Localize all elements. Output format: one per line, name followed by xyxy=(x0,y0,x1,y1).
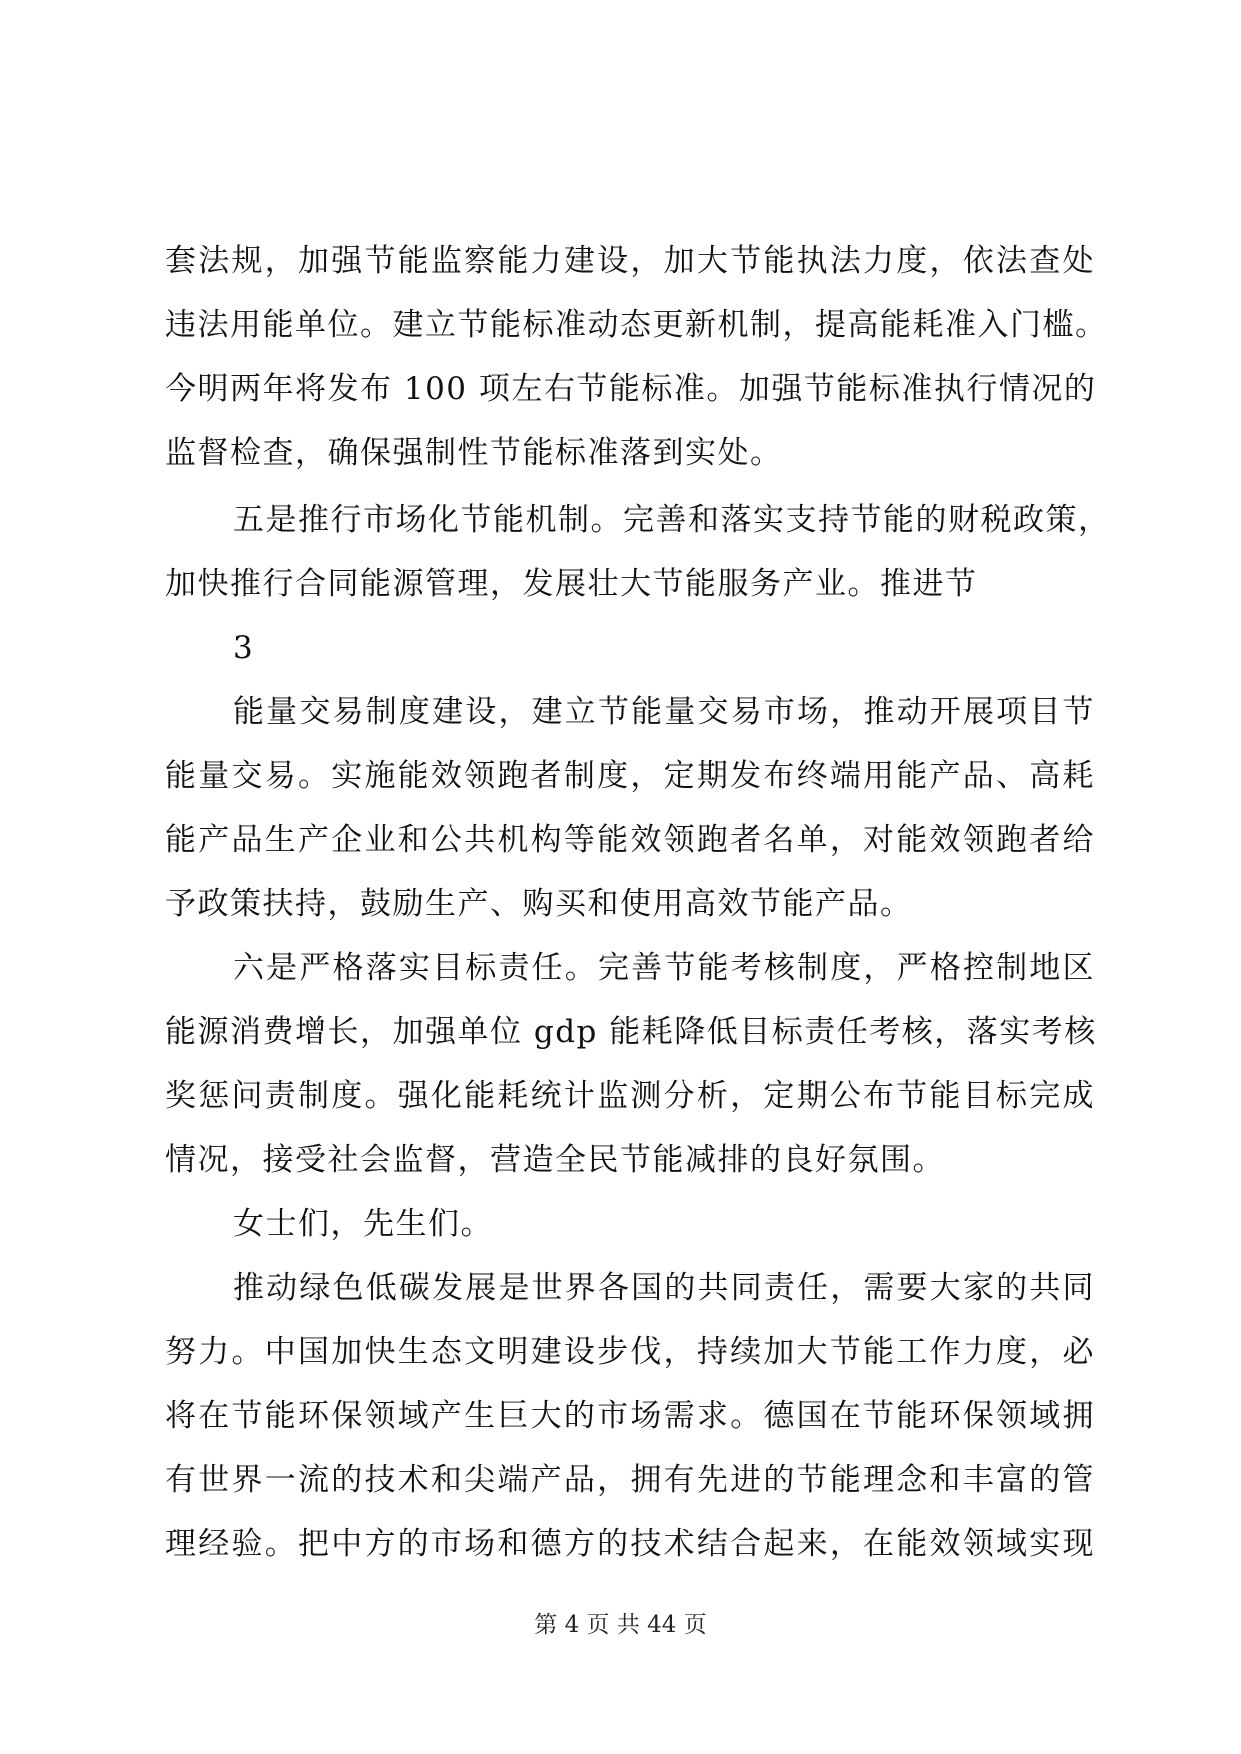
paragraph-first-line: 五是推行市场化节能机制。完善和落实支持节能的财税政策， xyxy=(233,502,1111,538)
body-line: 努力。中国加快生态文明建设步伐，持续加大节能工作力度，必 xyxy=(165,1334,1095,1370)
body-line: 套法规，加强节能监察能力建设，加大节能执法力度，依法查处 xyxy=(165,243,1095,279)
body-line: 有世界一流的技术和尖端产品，拥有先进的节能理念和丰富的管 xyxy=(165,1462,1095,1498)
body-line: 情况，接受社会监督，营造全民节能减排的良好氛围。 xyxy=(165,1142,945,1178)
body-line: 监督检查，确保强制性节能标准落到实处。 xyxy=(165,435,783,471)
body-line: 违法用能单位。建立节能标准动态更新机制，提高能耗准入门槛。 xyxy=(165,307,1108,343)
body-line: 能产品生产企业和公共机构等能效领跑者名单，对能效领跑者给 xyxy=(165,822,1095,858)
page-footer: 第 4 页 共 44 页 xyxy=(534,1612,707,1638)
body-line: 今明两年将发布 100 项左右节能标准。加强节能标准执行情况的 xyxy=(165,371,1097,407)
body-line: 予政策扶持，鼓励生产、购买和使用高效节能产品。 xyxy=(165,886,913,922)
paragraph-first-line: 六是严格落实目标责任。完善节能考核制度，严格控制地区 xyxy=(233,950,1095,986)
body-line: 理经验。把中方的市场和德方的技术结合起来，在能效领域实现 xyxy=(165,1526,1095,1562)
body-line: 奖惩问责制度。强化能耗统计监测分析，定期公布节能目标完成 xyxy=(165,1078,1095,1114)
body-line: 能量交易。实施能效领跑者制度，定期发布终端用能产品、高耗 xyxy=(165,758,1095,794)
body-line: 加快推行合同能源管理，发展壮大节能服务产业。推进节 xyxy=(165,566,978,602)
inline-page-number: 3 xyxy=(233,630,255,666)
body-line: 能源消费增长，加强单位 gdp 能耗降低目标责任考核，落实考核 xyxy=(165,1014,1097,1050)
body-line: 将在节能环保领域产生巨大的市场需求。德国在节能环保领域拥 xyxy=(165,1398,1095,1434)
body-line: 能量交易制度建设，建立节能量交易市场，推动开展项目节 xyxy=(233,694,1095,730)
paragraph-first-line: 推动绿色低碳发展是世界各国的共同责任，需要大家的共同 xyxy=(233,1270,1095,1306)
salutation-line: 女士们，先生们。 xyxy=(233,1206,493,1242)
